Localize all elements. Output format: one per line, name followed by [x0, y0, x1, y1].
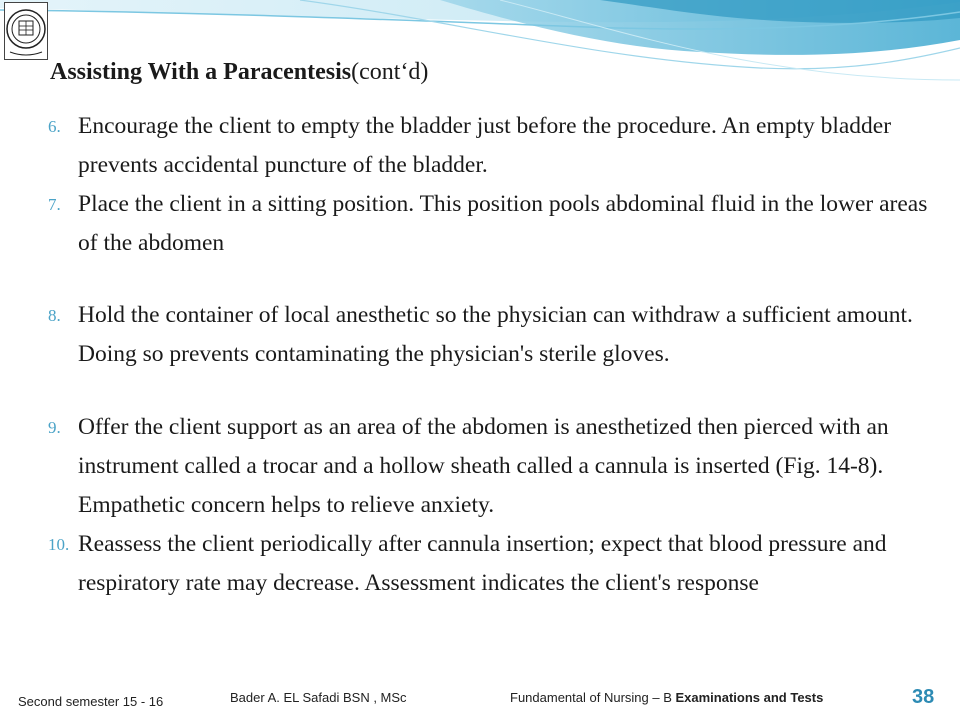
- footer-course: [510, 690, 823, 705]
- slide-title: [50, 59, 428, 86]
- item-text: Reassess the client periodically after cannula insertion; expect that blood pressure and respiratory rate may decrease. Assessment indicates the client's response: [78, 531, 887, 596]
- header-wave-decoration: [0, 0, 960, 110]
- footer-semester: Second semester 15 - 16: [18, 694, 164, 709]
- item-number: 9.: [48, 418, 61, 437]
- item-number: 6.: [48, 117, 61, 136]
- list-item: [48, 185, 928, 263]
- list-item: [48, 408, 928, 525]
- item-number: 7.: [48, 195, 61, 214]
- university-seal-icon: [4, 2, 48, 60]
- slide-title-bold: Assisting With a Paracentesis: [50, 59, 352, 85]
- item-text: Place the client in a sitting position. This position pools abdominal fluid in the lower areas of the abdomen: [78, 191, 928, 256]
- slide-footer: [0, 686, 960, 716]
- slide-title-suffix: (cont‘d): [351, 59, 429, 85]
- steps-list: [48, 107, 928, 603]
- page-number: 38: [912, 686, 935, 708]
- item-text: Encourage the client to empty the bladder just before the procedure. An empty bladder prevents accidental puncture of the bladder.: [78, 113, 892, 178]
- item-text: Hold the container of local anesthetic so the physician can withdraw a sufficient amount. Doing so prevents contaminating the physician's sterile gloves.: [78, 302, 913, 367]
- footer-course-name: Fundamental of Nursing – B: [510, 690, 676, 705]
- footer-author: Bader A. EL Safadi BSN , MSc: [230, 690, 407, 705]
- item-number: 8.: [48, 306, 61, 325]
- item-number: 10.: [48, 535, 70, 554]
- list-item: [48, 107, 928, 185]
- footer-course-topic: Examinations and Tests: [675, 690, 824, 705]
- item-text: Offer the client support as an area of the abdomen is anesthetized then pierced with an instrument called a trocar and a hollow sheath called a cannula is inserted (Fig. 14-8). Empathetic concern helps to relieve anxiety.: [78, 414, 889, 518]
- list-item: [48, 296, 928, 374]
- list-item: [48, 525, 928, 603]
